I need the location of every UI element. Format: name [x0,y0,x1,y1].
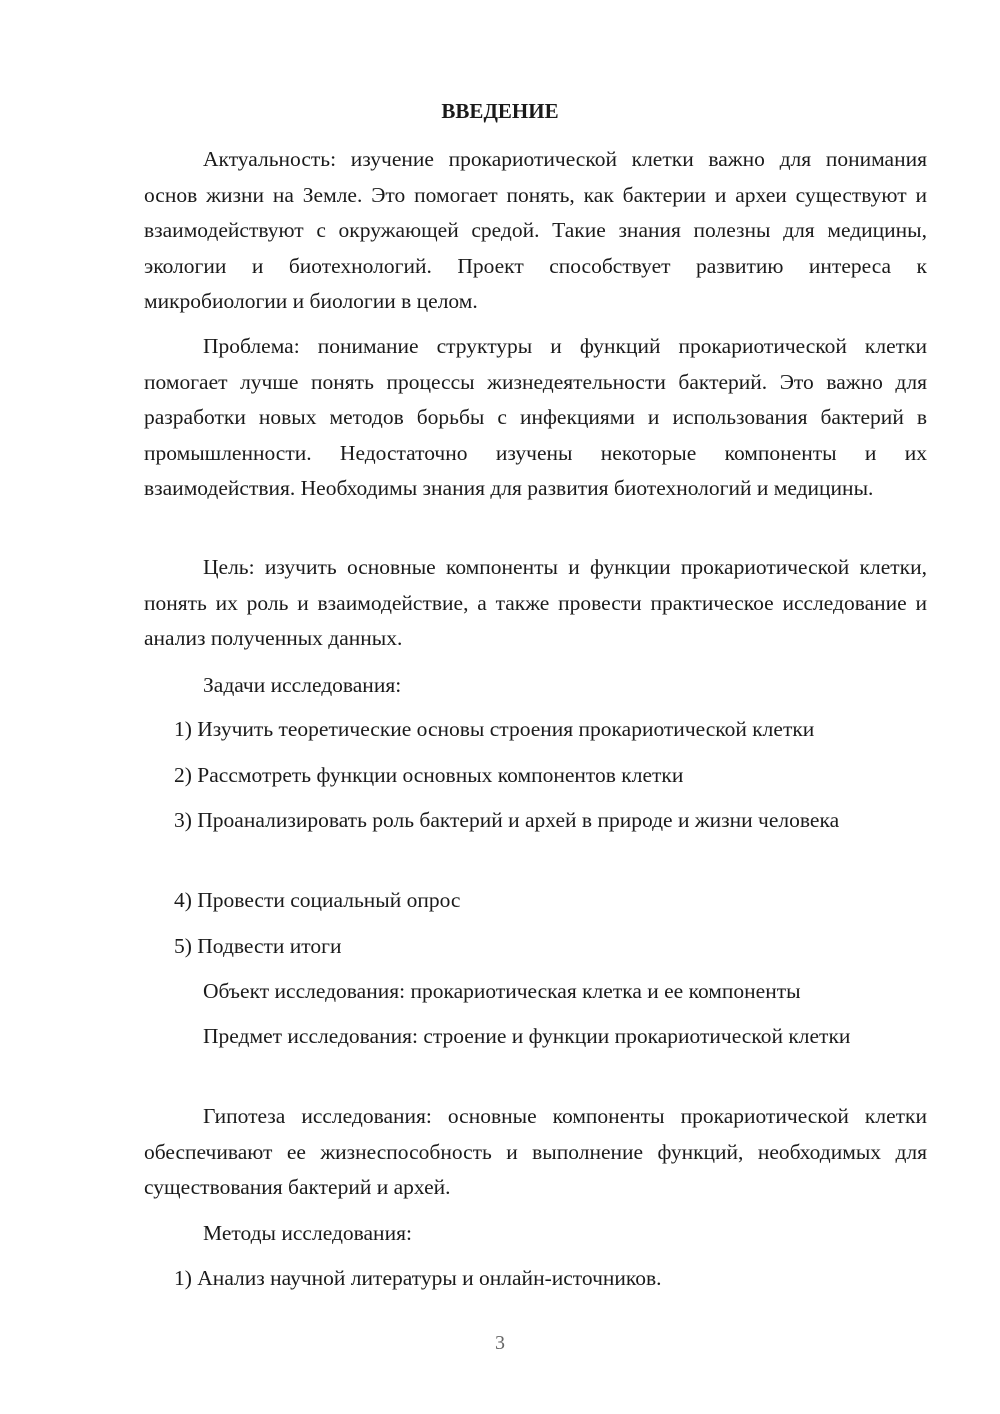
page-number: 3 [495,1332,505,1354]
paragraph-hypothesis: Гипотеза исследования: основные компоненты прокариотической клетки обеспечивают ее жизнеспособность и выполнение функций, необходимых для существования бактерий и архей. [144,1104,927,1199]
tasks-heading: Задачи исследования: [203,673,402,697]
section-title: ВВЕДЕНИЕ [441,99,559,123]
paragraph-problem: Проблема: понимание структуры и функций прокариотической клетки помогает лучше понять процессы жизнедеятельности бактерий. Это важно для разработки новых методов борьбы с инфекциями и использования бактерий в промышленности. Недостаточно изучены некоторые компоненты и их взаимодействия. Необходимы знания для развития биотехнологий и медицины. [144,334,927,500]
task-item: 4) Провести социальный опрос [174,888,461,912]
task-item: 1) Изучить теоретические основы строения прокариотической клетки [174,717,815,741]
paragraph-subject: Предмет исследования: строение и функции прокариотической клетки [203,1024,851,1048]
method-item: 1) Анализ научной литературы и онлайн-источников. [174,1266,662,1290]
task-item: 3) Проанализировать роль бактерий и архей в природе и жизни человека [174,808,840,832]
task-item: 5) Подвести итоги [174,934,342,958]
paragraph-goal: Цель: изучить основные компоненты и функции прокариотической клетки, понять их роль и взаимодействие, а также провести практическое исследование и анализ полученных данных. [144,555,927,650]
methods-heading: Методы исследования: [203,1221,412,1245]
task-item: 2) Рассмотреть функции основных компонентов клетки [174,763,684,787]
paragraph-actuality: Актуальность: изучение прокариотической клетки важно для понимания основ жизни на Земле. Это помогает понять, как бактерии и археи существуют и взаимодействуют с окружающей средой. Такие знания полезны для медицины, экологии и биотехнологий. Проект способствует развитию интереса к микробиологии и биологии в целом. [144,147,927,313]
paragraph-object: Объект исследования: прокариотическая клетка и ее компоненты [203,979,801,1003]
